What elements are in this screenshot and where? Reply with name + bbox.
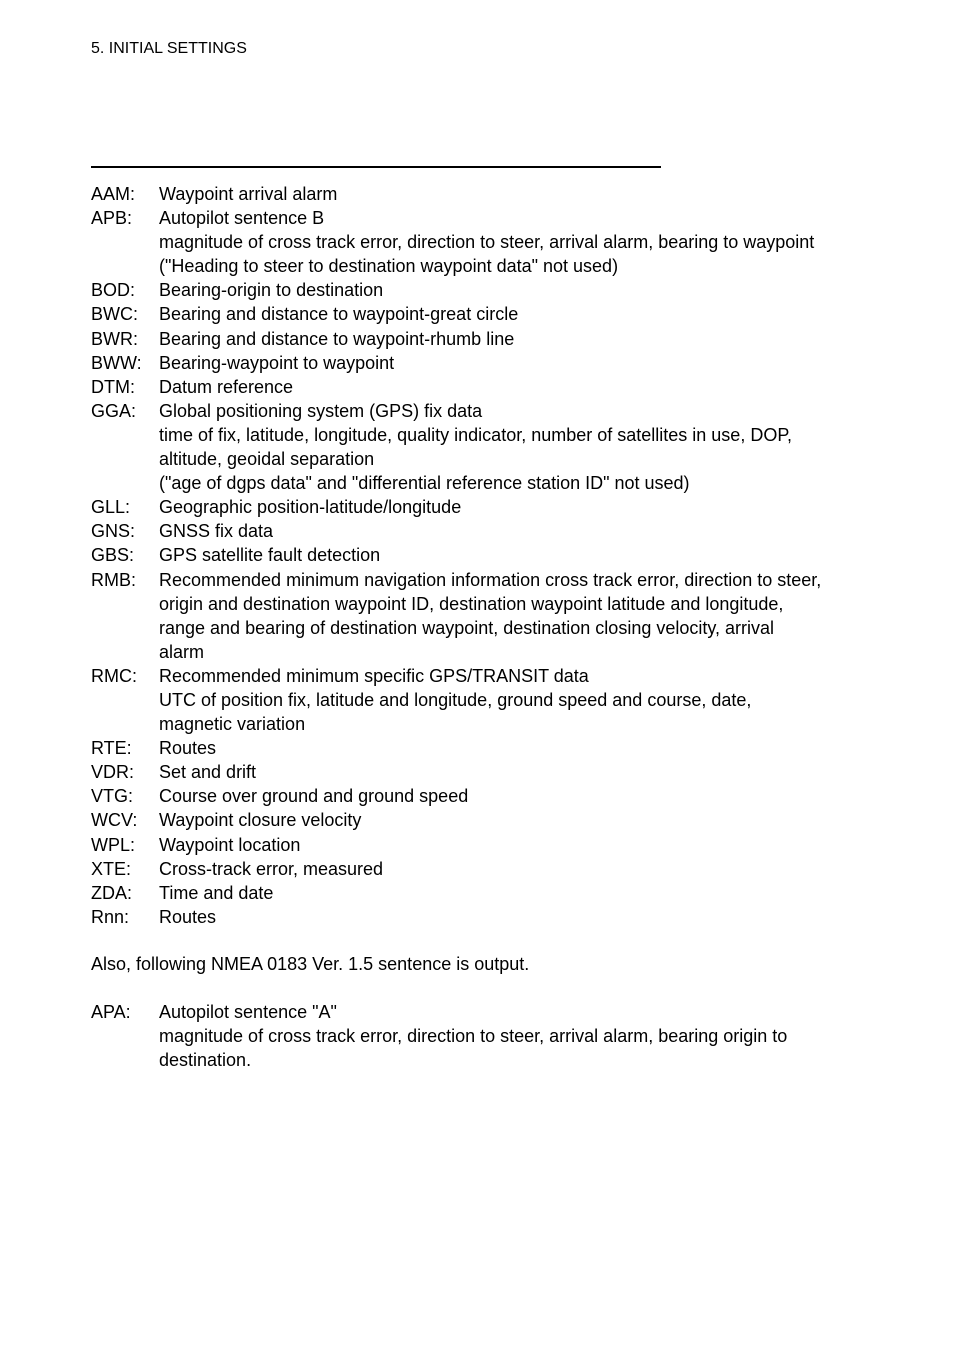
sentence-code: RMC:	[91, 665, 137, 686]
sentence-code: BWW:	[91, 352, 142, 373]
sentence-entry	[91, 399, 871, 495]
sentence-description: Bearing-origin to destination	[159, 280, 384, 301]
sentence-description: Time and date	[159, 882, 274, 903]
sentence-code: APA:	[91, 1002, 131, 1022]
sentence-entry	[91, 568, 871, 664]
sentence-code: Rnn:	[91, 906, 130, 927]
sentence-entry	[91, 302, 871, 326]
sentence-description: Autopilot sentence B magnitude of cross track error, direction to steer, arrival alarm, bearing to waypoint ("Heading to steer to destination waypoint data" not used)	[159, 208, 815, 277]
sentence-entry	[91, 736, 871, 760]
sentence-entry	[91, 833, 871, 857]
sentence-entry	[91, 760, 871, 784]
sentence-entry	[91, 519, 871, 543]
sentence-entry	[91, 206, 871, 278]
sentence-description: Autopilot sentence "A" magnitude of cross track error, direction to steer, arrival alarm, bearing origin to destination.	[159, 1002, 788, 1070]
sentence-description: Set and drift	[159, 762, 257, 783]
extra-sentence-list	[91, 1000, 871, 1072]
sentence-code: RMB:	[91, 569, 136, 590]
sentence-description: GPS satellite fault detection	[159, 545, 381, 566]
sentence-code: VDR:	[91, 762, 135, 783]
sentence-code: BWR:	[91, 328, 138, 349]
sentence-description: Bearing-waypoint to waypoint	[159, 352, 395, 373]
sentence-entry	[91, 1000, 871, 1072]
sentence-entry	[91, 905, 871, 929]
sentence-code: GNS:	[91, 521, 136, 542]
sentence-description: Global positioning system (GPS) fix data time of fix, latitude, longitude, quality indicator, number of satellites in use, DOP, altitude, geoidal separation ("age of dgps data" and "differential reference station ID" not used)	[159, 400, 793, 494]
sentence-code: RTE:	[91, 738, 132, 759]
sentence-code: WCV:	[91, 810, 138, 831]
sentence-description: Bearing and distance to waypoint-great circle	[159, 304, 519, 325]
sentence-entry	[91, 327, 871, 351]
nmea-note: Also, following NMEA 0183 Ver. 1.5 sentence is output.	[91, 954, 530, 974]
sentence-description: Course over ground and ground speed	[159, 786, 469, 807]
divider-rule	[91, 166, 661, 168]
sentence-description: Routes	[159, 906, 217, 927]
sentence-entry	[91, 182, 871, 206]
sentence-description: Waypoint arrival alarm	[159, 184, 338, 204]
sentence-code: VTG:	[91, 786, 134, 807]
sentence-code: GBS:	[91, 545, 135, 566]
sentence-entry	[91, 784, 871, 808]
sentence-description: Bearing and distance to waypoint-rhumb line	[159, 328, 515, 349]
sentence-description: Datum reference	[159, 376, 294, 397]
sentence-entry	[91, 857, 871, 881]
sentence-entry	[91, 375, 871, 399]
sentence-entry	[91, 278, 871, 302]
sentence-description: Waypoint closure velocity	[159, 810, 362, 831]
sentence-description: Routes	[159, 738, 217, 759]
sentence-description: GNSS fix data	[159, 521, 274, 542]
sentence-code: GGA:	[91, 400, 137, 421]
sentence-list	[91, 182, 871, 929]
sentence-description: Recommended minimum specific GPS/TRANSIT data UTC of position fix, latitude and longitude, ground speed and course, date, magnetic variation	[159, 665, 752, 735]
sentence-code: BWC:	[91, 304, 138, 325]
sentence-code: GLL:	[91, 497, 131, 518]
sentence-entry	[91, 881, 871, 905]
sentence-description: Cross-track error, measured	[159, 858, 384, 879]
sentence-code: XTE:	[91, 858, 132, 879]
sentence-description: Waypoint location	[159, 834, 301, 855]
sentence-code: ZDA:	[91, 882, 133, 903]
sentence-code: APB:	[91, 208, 133, 229]
section-header: 5. INITIAL SETTINGS	[91, 40, 247, 57]
sentence-description: Recommended minimum navigation information cross track error, direction to steer, origin and destination waypoint ID, destination waypoint latitude and longitude, range and bearing of destination waypoint, destination closing velocity, arrival alarm	[159, 569, 822, 662]
sentence-entry	[91, 351, 871, 375]
sentence-code: DTM:	[91, 376, 135, 397]
sentence-code: AAM:	[91, 184, 136, 204]
sentence-entry	[91, 543, 871, 567]
sentence-code: BOD:	[91, 280, 136, 301]
sentence-entry	[91, 495, 871, 519]
sentence-entry	[91, 664, 871, 736]
sentence-description: Geographic position-latitude/longitude	[159, 497, 462, 518]
sentence-entry	[91, 808, 871, 832]
sentence-code: WPL:	[91, 834, 136, 855]
